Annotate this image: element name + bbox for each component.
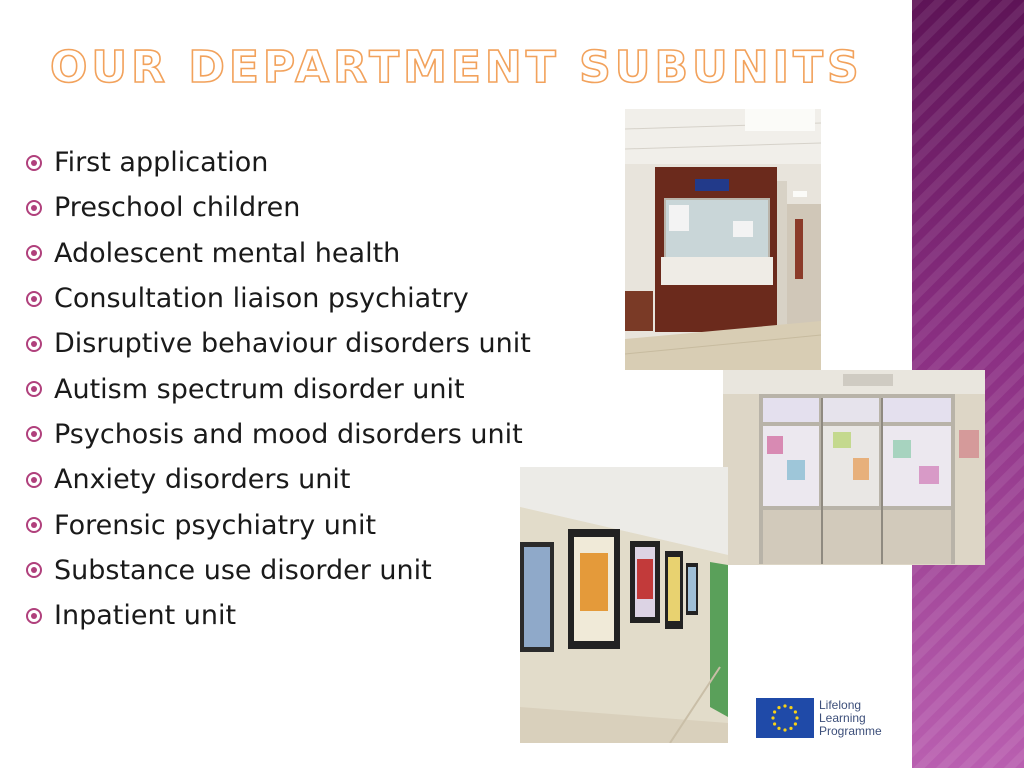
radio-dot-icon <box>26 472 42 488</box>
list-item <box>26 140 531 185</box>
radio-dot-icon <box>26 608 42 624</box>
list-item-label: Adolescent mental health <box>54 237 401 269</box>
list-item <box>26 185 531 230</box>
radio-dot-icon <box>26 562 42 578</box>
list-item-label: Autism spectrum disorder unit <box>54 373 465 405</box>
list-item-label: Disruptive behaviour disorders unit <box>54 328 531 360</box>
list-item <box>26 276 531 321</box>
slide-title: OUR DEPARTMENT SUBUNITS <box>50 42 863 93</box>
list-item <box>26 548 531 593</box>
list-item-label: Forensic psychiatry unit <box>54 509 377 541</box>
logo-line: Lifelong <box>819 697 862 712</box>
list-item-label: Substance use disorder unit <box>54 554 432 586</box>
reception-photo <box>625 109 821 370</box>
list-item <box>26 366 531 411</box>
list-item <box>26 593 531 638</box>
radio-dot-icon <box>26 517 42 533</box>
logo-line: Programme <box>819 723 882 738</box>
radio-dot-icon <box>26 200 42 216</box>
logo-text <box>819 699 882 738</box>
radio-dot-icon <box>26 336 42 352</box>
list-item <box>26 231 531 276</box>
list-item-label: Inpatient unit <box>54 600 237 632</box>
list-item <box>26 502 531 547</box>
list-item <box>26 321 531 366</box>
list-item-label: Anxiety disorders unit <box>54 464 351 496</box>
eu-flag-icon <box>756 698 814 738</box>
lifelong-learning-logo <box>756 698 882 738</box>
subunit-list <box>26 140 531 638</box>
hallway-photo <box>520 467 728 743</box>
list-item-label: First application <box>54 147 269 179</box>
list-item <box>26 457 531 502</box>
radio-dot-icon <box>26 291 42 307</box>
radio-dot-icon <box>26 381 42 397</box>
radio-dot-icon <box>26 426 42 442</box>
logo-line: Learning <box>819 710 866 725</box>
list-item-label: Preschool children <box>54 192 301 224</box>
radio-dot-icon <box>26 155 42 171</box>
list-item-label: Psychosis and mood disorders unit <box>54 418 523 450</box>
radio-dot-icon <box>26 245 42 261</box>
list-item <box>26 412 531 457</box>
list-item-label: Consultation liaison psychiatry <box>54 283 469 315</box>
glass-doors-photo <box>723 370 985 565</box>
